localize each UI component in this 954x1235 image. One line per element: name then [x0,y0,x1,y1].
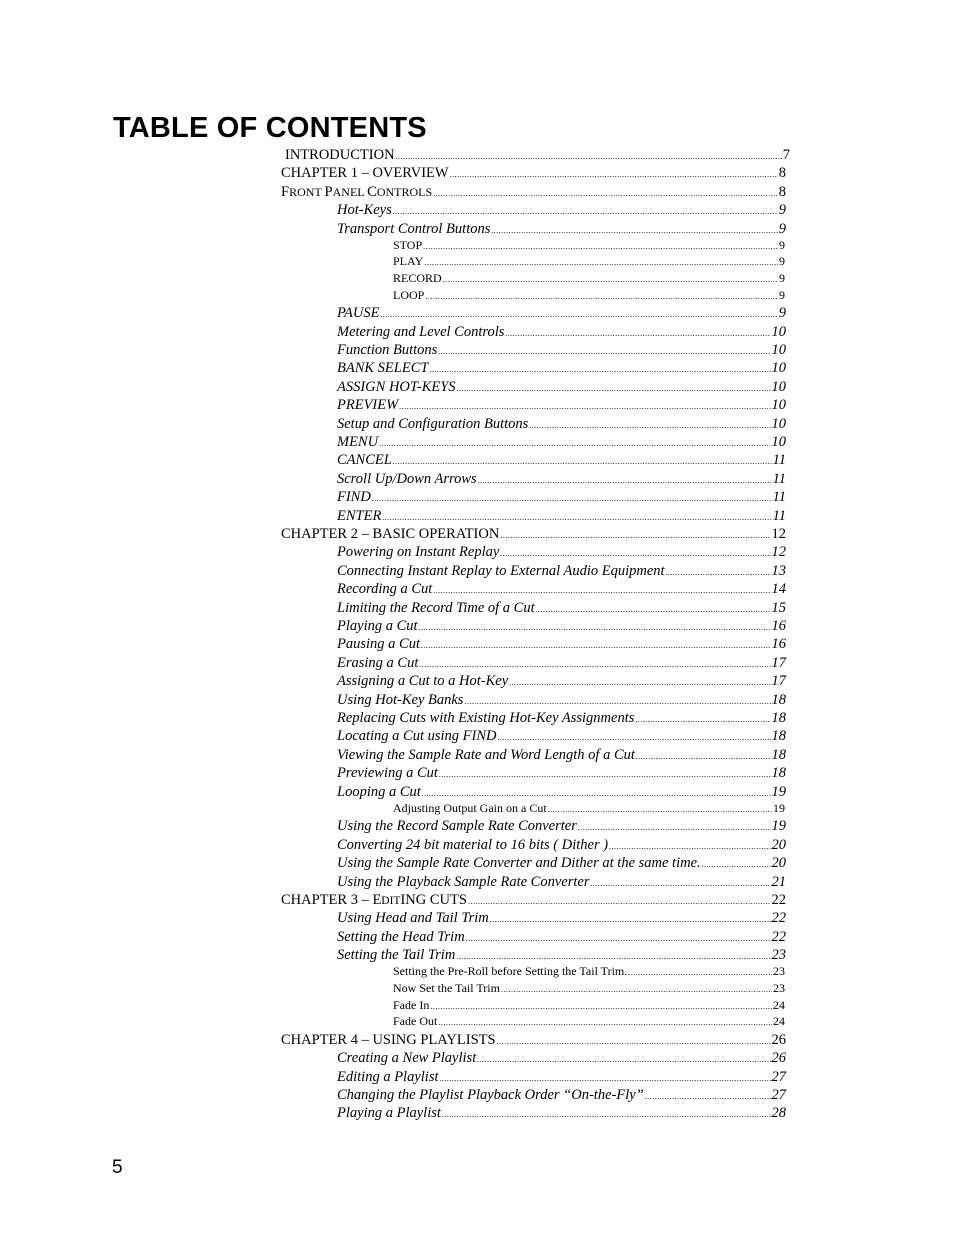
toc-entry-title: Pausing a Cut [337,636,420,653]
toc-entry-title: CHAPTER 3 – EDITING CUTS [281,892,467,908]
toc-entry[interactable] [393,271,785,286]
dot-leader [490,916,771,924]
toc-entry[interactable] [337,416,786,433]
dot-leader [399,403,770,411]
dot-leader [505,330,770,338]
toc-entry[interactable] [337,818,786,835]
toc-entry-title: Limiting the Record Time of a Cut [337,599,535,616]
toc-page-number: 13 [771,562,786,579]
dot-leader [628,969,772,977]
toc-entry-title: Viewing the Sample Rate and Word Length of a Cut [337,746,635,763]
toc-entry-title: Transport Control Buttons [337,220,491,237]
toc-page-number: 11 [772,489,786,506]
toc-page-number: 8 [778,165,786,182]
toc-entry-title: Using Hot-Key Banks [337,691,464,708]
toc-entry-title: Now Set the Tail Trim [393,981,500,995]
toc-page-number: 28 [771,1105,786,1122]
toc-entry-title: Metering and Level Controls [337,323,505,340]
dot-leader [477,1056,770,1064]
dot-leader [443,276,778,284]
toc-entry[interactable] [337,855,786,872]
toc-page-number: 10 [771,378,786,395]
dot-leader [433,587,770,595]
page-title: TABLE OF CONTENTS [113,112,427,144]
toc-page-number: 15 [771,599,786,616]
toc-entry-title: Setting the Tail Trim [337,947,456,964]
toc-page-number: 27 [771,1068,786,1085]
toc-entry[interactable] [337,710,786,727]
toc-page-number: 22 [771,928,786,945]
toc-entry[interactable] [337,692,786,709]
toc-page-number: 16 [771,636,786,653]
toc-entry-title: Using the Playback Sample Rate Converter [337,873,590,890]
toc-page-number: 26 [771,1050,786,1067]
toc-entry[interactable] [393,238,785,253]
dot-leader [440,1075,771,1083]
toc-entry[interactable] [337,874,786,891]
toc-entry[interactable] [337,618,786,635]
toc-entry-title: Connecting Instant Replay to External Audio Equipment [337,562,665,579]
toc-entry-title: PAUSE [337,305,380,322]
toc-entry-title: Hot-Keys [337,202,392,219]
dot-leader [635,716,770,724]
toc-entry-title: CHAPTER 2 – BASIC OPERATION [281,526,500,542]
toc-page-number: 11 [772,507,786,524]
toc-entry-title: Using Head and Tail Trim [337,910,489,927]
dot-leader [380,311,777,319]
dot-leader [433,190,778,198]
toc-entry-title: MENU [337,434,379,450]
toc-entry-title: Looping a Cut [337,783,421,800]
toc-entry-title: BANK SELECT [337,360,429,377]
toc-entry-title: Using the Record Sample Rate Converter [337,818,577,835]
toc-page-number: 9 [779,254,785,269]
dot-leader [439,771,771,779]
toc-entry-title: CHAPTER 1 – OVERVIEW [281,165,449,182]
toc-page-number: 17 [771,673,786,690]
toc-page-number: 10 [771,323,786,340]
toc-entry[interactable] [393,981,785,996]
toc-page-number: 27 [771,1087,786,1103]
toc-page-number: 9 [778,220,786,237]
toc-entry[interactable] [337,581,786,598]
toc-entry-title: Recording a Cut [337,581,433,598]
toc-entry[interactable] [393,964,785,979]
toc-page-number: 24 [773,997,785,1012]
dot-leader [529,422,770,430]
toc-entry-title: Playing a Cut [337,618,418,634]
toc-page-number: 22 [771,892,786,908]
dot-leader [645,1093,771,1101]
dot-leader [498,734,771,742]
dot-leader [421,642,771,650]
dot-leader [372,495,772,503]
toc-page-number: 17 [771,654,786,671]
toc-entry[interactable] [337,471,786,488]
toc-entry[interactable] [337,837,786,854]
toc-entry-title: Creating a New Playlist [337,1050,477,1067]
toc-entry[interactable] [337,747,786,764]
dot-leader [419,661,770,669]
toc-entry-title: ASSIGN HOT-KEYS [337,378,456,395]
toc-entry[interactable] [281,526,786,543]
dot-leader [424,259,778,267]
toc-entry-title: INTRODUCTION [285,147,395,163]
toc-entry-title: Fade In [393,997,430,1012]
toc-entry[interactable] [281,892,786,909]
toc-entry[interactable] [337,1087,786,1104]
toc-entry-title: PLAY [393,254,424,269]
toc-page-number: 9 [779,287,785,302]
toc-entry[interactable] [337,434,786,451]
toc-entry[interactable] [337,342,786,359]
dot-leader [666,569,771,577]
toc-entry-title: Previewing a Cut [337,765,438,782]
toc-entry-title: Setup and Configuration Buttons [337,415,529,432]
toc-entry-title: FRONT PANEL CONTROLS [281,183,433,200]
dot-leader [442,1111,771,1119]
dot-leader [422,790,771,798]
dot-leader [430,1003,772,1011]
dot-leader [509,679,770,687]
toc-entry[interactable] [337,765,786,782]
toc-entry[interactable] [337,655,786,672]
toc-entry-title: Converting 24 bit material to 16 bits ( Dither ) [337,836,609,853]
toc-entry[interactable] [337,360,786,377]
toc-page-number: 10 [771,360,786,377]
toc-entry[interactable] [393,998,785,1013]
toc-entry[interactable] [337,1069,786,1086]
toc-entry-title: PREVIEW [337,397,399,414]
toc-entry-title: Setting the Head Trim [337,928,465,945]
toc-entry-title: Function Buttons [337,342,438,358]
toc-entry[interactable] [393,1014,785,1029]
toc-page-number: 19 [771,818,786,835]
toc-entry[interactable] [337,202,786,219]
dot-leader [500,550,770,558]
toc-entry[interactable] [281,184,786,201]
toc-entry[interactable] [337,508,786,525]
toc-page-number: 23 [773,981,785,995]
toc-entry-title: Editing a Playlist [337,1068,439,1085]
toc-page-number: 9 [778,202,786,219]
toc-entry[interactable] [337,673,786,690]
toc-page-number: 9 [779,271,785,285]
toc-page-number: 9 [778,305,786,322]
toc-entry[interactable] [337,947,786,964]
toc-entry[interactable] [337,397,786,414]
toc-entry[interactable] [337,221,786,238]
toc-page-number: 10 [771,434,786,450]
toc-entry-title: Locating a Cut using FIND [337,728,497,745]
dot-leader [636,753,771,761]
toc-entry[interactable] [337,728,786,745]
dot-leader [491,227,777,235]
toc-entry-title: Powering on Instant Replay [337,544,500,561]
toc-page-number: 23 [773,964,785,979]
toc-page-number: 12 [771,526,786,542]
dot-leader [419,624,771,632]
toc-entry-title: ENTER [337,507,382,524]
toc-entry-title: LOOP [393,287,425,302]
dot-leader [536,606,771,614]
toc-page-number: 12 [771,544,786,561]
toc-entry[interactable] [393,288,785,303]
dot-leader [393,208,778,216]
toc-entry[interactable] [337,1105,786,1122]
dot-leader [396,153,782,161]
toc-page-number: 9 [779,237,785,252]
toc-entry[interactable] [337,544,786,561]
toc-entry[interactable] [281,1032,786,1049]
toc-entry[interactable] [285,147,790,164]
toc-entry-title: STOP [393,237,423,252]
dot-leader [609,843,770,851]
dot-leader [379,440,770,448]
toc-entry-title: Setting the Pre-Roll before Setting the Tail Trim. [393,964,628,979]
toc-page-number: 23 [771,947,786,964]
toc-page-number: 22 [771,910,786,927]
dot-leader [438,1019,772,1027]
toc-entry[interactable] [337,452,786,469]
dot-leader [456,953,770,961]
toc-entry[interactable] [337,600,786,617]
toc-entry[interactable] [337,305,786,322]
dot-leader [548,806,772,814]
dot-leader [466,935,771,943]
toc-page-number: 26 [771,1031,786,1048]
toc-page-number: 18 [771,710,786,726]
toc-entry[interactable] [337,563,786,580]
page-number: 5 [112,1157,123,1178]
dot-leader [457,385,771,393]
toc-page-number: 18 [771,765,786,782]
toc-entry[interactable] [281,165,786,182]
toc-page-number: 16 [771,618,786,634]
dot-leader [478,477,772,485]
dot-leader [393,458,772,466]
dot-leader [468,898,771,906]
toc-entry[interactable] [393,254,785,269]
toc-page-number: 19 [771,783,786,800]
toc-entry-title: Fade Out [393,1014,438,1029]
dot-leader [702,861,771,869]
dot-leader [500,532,770,540]
toc-page-number: 18 [771,691,786,708]
dot-leader [429,366,770,374]
dot-leader [464,698,770,706]
toc-page-number: 7 [782,147,790,163]
toc-page-number: 18 [771,746,786,763]
toc-page-number: 11 [772,470,786,487]
toc-page-number: 11 [772,452,786,469]
toc-entry-title: RECORD [393,271,442,285]
toc-entry[interactable] [393,801,785,816]
toc-entry-title: FIND [337,489,371,506]
toc-entry-title: Using the Sample Rate Converter and Dither at the same time. [337,855,701,872]
toc-entry[interactable] [337,636,786,653]
toc-page-number: 10 [771,342,786,358]
toc-entry-title: Assigning a Cut to a Hot-Key [337,673,509,690]
toc-entry-title: Playing a Playlist [337,1105,441,1122]
toc-entry-title: Changing the Playlist Playback Order “On-the-Fly” [337,1087,644,1103]
toc-entry[interactable] [337,379,786,396]
toc-entry-title: Scroll Up/Down Arrows [337,470,477,487]
toc-page-number: 14 [771,581,786,598]
dot-leader [425,293,778,301]
toc-entry[interactable] [337,1050,786,1067]
dot-leader [497,1038,771,1046]
toc-page-number: 19 [773,800,785,815]
dot-leader [501,986,772,994]
toc-page-number: 21 [771,873,786,890]
toc-entry[interactable] [337,929,786,946]
toc-page-number: 8 [778,183,786,200]
toc-page-number: 20 [771,836,786,853]
toc-page-number: 18 [771,728,786,745]
dot-leader [590,880,770,888]
toc-entry[interactable] [337,784,786,801]
toc-entry-title: Erasing a Cut [337,654,419,671]
toc-entry-title: CANCEL [337,452,392,469]
toc-page-number: 20 [771,855,786,872]
toc-entry-title: CHAPTER 4 – USING PLAYLISTS [281,1031,496,1048]
dot-leader [423,243,778,251]
toc-page-number: 10 [771,397,786,414]
dot-leader [438,348,770,356]
toc-entry[interactable] [337,489,786,506]
toc-page-number: 24 [773,1014,785,1029]
dot-leader [450,171,778,179]
toc-page-number: 10 [771,415,786,432]
dot-leader [578,824,771,832]
dot-leader [382,514,771,522]
toc-entry[interactable] [337,910,786,927]
toc-entry[interactable] [337,324,786,341]
toc-entry-title: Adjusting Output Gain on a Cut [393,800,547,815]
toc-entry-title: Replacing Cuts with Existing Hot-Key Assignments [337,710,635,726]
